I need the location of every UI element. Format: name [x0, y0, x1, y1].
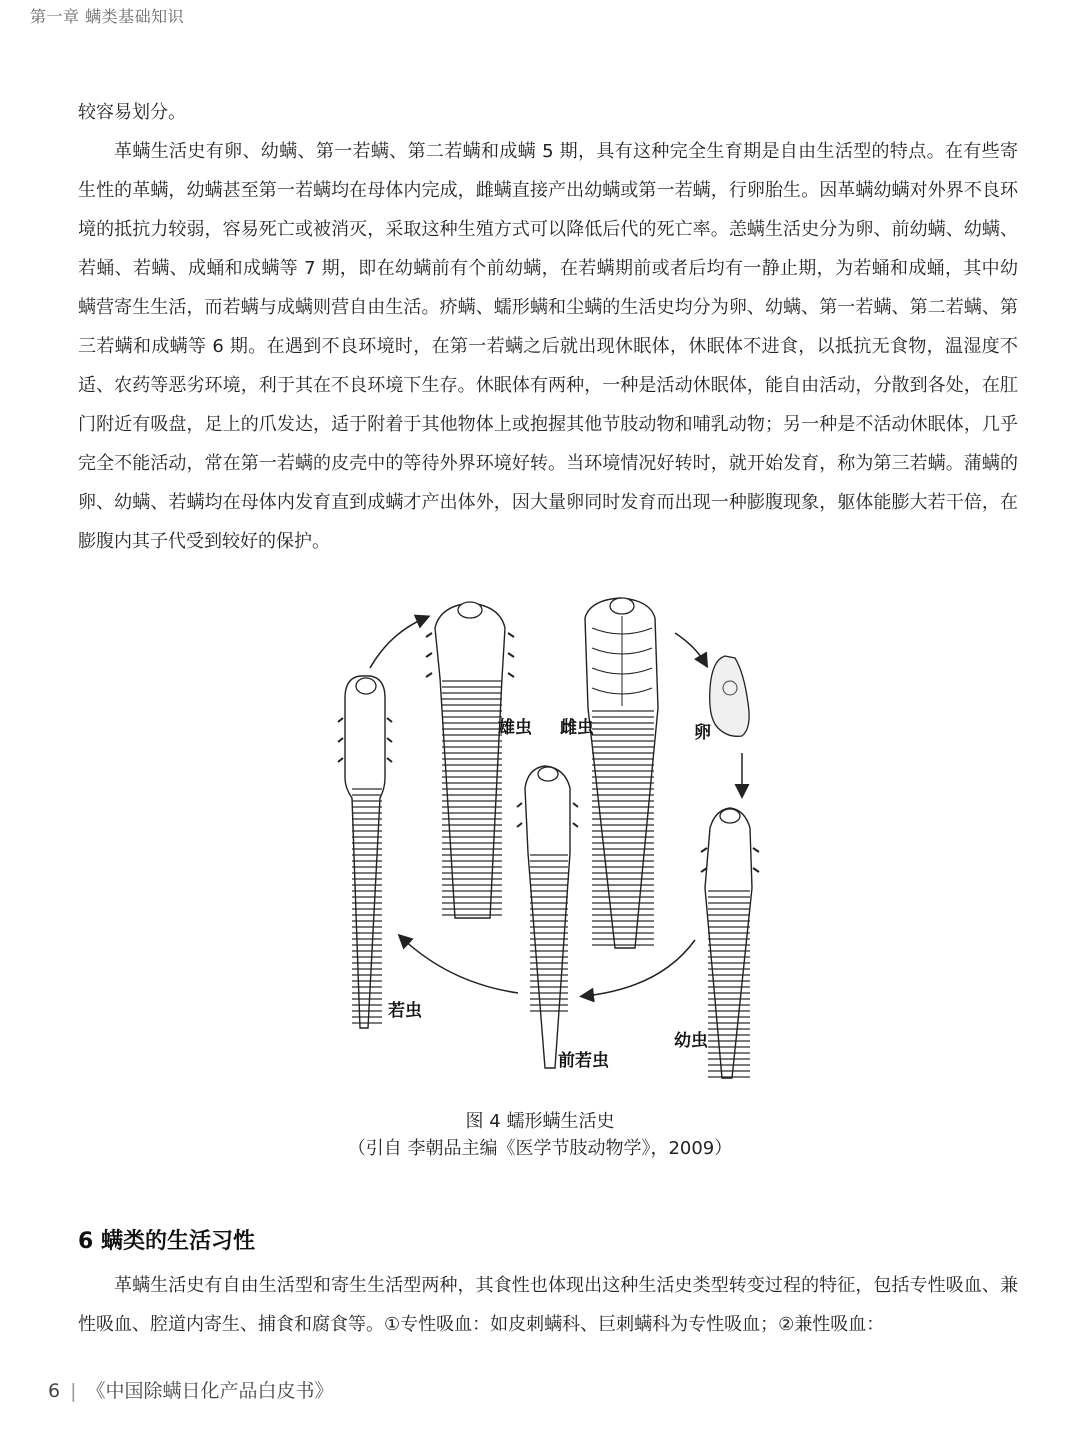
demodex-life-cycle-figure — [330, 588, 760, 1088]
label-female: 雌虫 — [560, 718, 594, 738]
life-cycle-illustration — [330, 588, 760, 1088]
male-drawing — [426, 602, 514, 918]
arrow-nymph-to-male — [370, 618, 425, 668]
arrow-female-to-egg — [675, 633, 705, 663]
label-egg: 卵 — [694, 723, 711, 743]
arrow-larva-to-protonymph — [585, 940, 695, 996]
book-title: 《中国除螨日化产品白皮书》 — [86, 1380, 334, 1402]
protonymph-drawing — [517, 766, 578, 1068]
arrow-protonymph-to-nymph — [402, 938, 518, 993]
label-male: 雄虫 — [498, 718, 532, 738]
nymph-drawing — [338, 676, 392, 1028]
label-nymph: 若虫 — [388, 1001, 422, 1021]
female-drawing — [585, 598, 658, 948]
figure-caption-title: 图 4 蠕形螨生活史 — [465, 1111, 615, 1132]
egg-drawing — [710, 656, 749, 736]
running-head: 第一章 螨类基础知识 — [30, 7, 185, 26]
paragraph-life-history: 革螨生活史有卵、幼螨、第一若螨、第二若螨和成螨 5 期，具有这种完全生育期是自由生活型的特点。在有些寄生性的革螨，幼螨甚至第一若螨均在母体内完成，雌螨直接产出幼螨或第一若螨，行卵胎生。因革螨幼螨对外界不良环境的抵抗力较弱，容易死亡或被消灭，采取这种生殖方式可以降低后代的死亡率。恙螨生活史分为卵、前幼螨、幼螨、若蛹、若螨、成蛹和成螨等 7 期，即在幼螨前有个前幼螨，在若螨期前或者后均有一静止期，为若蛹和成蛹，其中幼螨营寄生生活，而若螨与成螨则营自由生活。疥螨、蠕形螨和尘螨的生活史均分为卵、幼螨、第一若螨、第二若螨、第三若螨和成螨等 6 期。在遇到不良环境时，在第一若螨之后就出现休眠体，休眠体不进食，以抵抗无食物，温湿度不适、农药等恶劣环境，利于其在不良环境下生存。休眠体有两种，一种是活动休眠体，能自由活动，分散到各处，在肛门附近有吸盘，足上的爪发达，适于附着于其他物体上或抱握其他节肢动物和哺乳动物；另一种是不活动休眠体，几乎完全不能活动，常在第一若螨的皮壳中的等待外界环境好转。当环境情况好转时，就开始发育，称为第三若螨。蒲螨的卵、幼螨、若螨均在母体内发育直到成螨才产出体外，因大量卵同时发育而出现一种膨腹现象，躯体能膨大若干倍，在膨腹内其子代受到较好的保护。 — [78, 141, 1018, 552]
body-text-top — [78, 93, 1018, 561]
paragraph-continuation: 较容易划分。 — [78, 102, 186, 123]
section-heading: 6 螨类的生活习性 — [78, 1229, 255, 1254]
larva-drawing — [701, 808, 759, 1078]
body-text-bottom — [78, 1266, 1018, 1344]
page-footer — [48, 1376, 334, 1403]
label-larva: 幼虫 — [674, 1031, 708, 1051]
label-protonymph: 前若虫 — [558, 1051, 609, 1071]
page-number: 6 — [48, 1380, 61, 1402]
paragraph-feeding-habits: 革螨生活史有自由生活型和寄生生活型两种，其食性也体现出这种生活史类型转变过程的特征，包括专性吸血、兼性吸血、腔道内寄生、捕食和腐食等。①专性吸血：如皮刺螨科、巨刺螨科为专性吸血；②兼性吸血： — [78, 1275, 1018, 1335]
figure-caption-source: （引自 李朝品主编《医学节肢动物学》，2009） — [347, 1138, 733, 1159]
footer-separator: | — [70, 1380, 77, 1402]
